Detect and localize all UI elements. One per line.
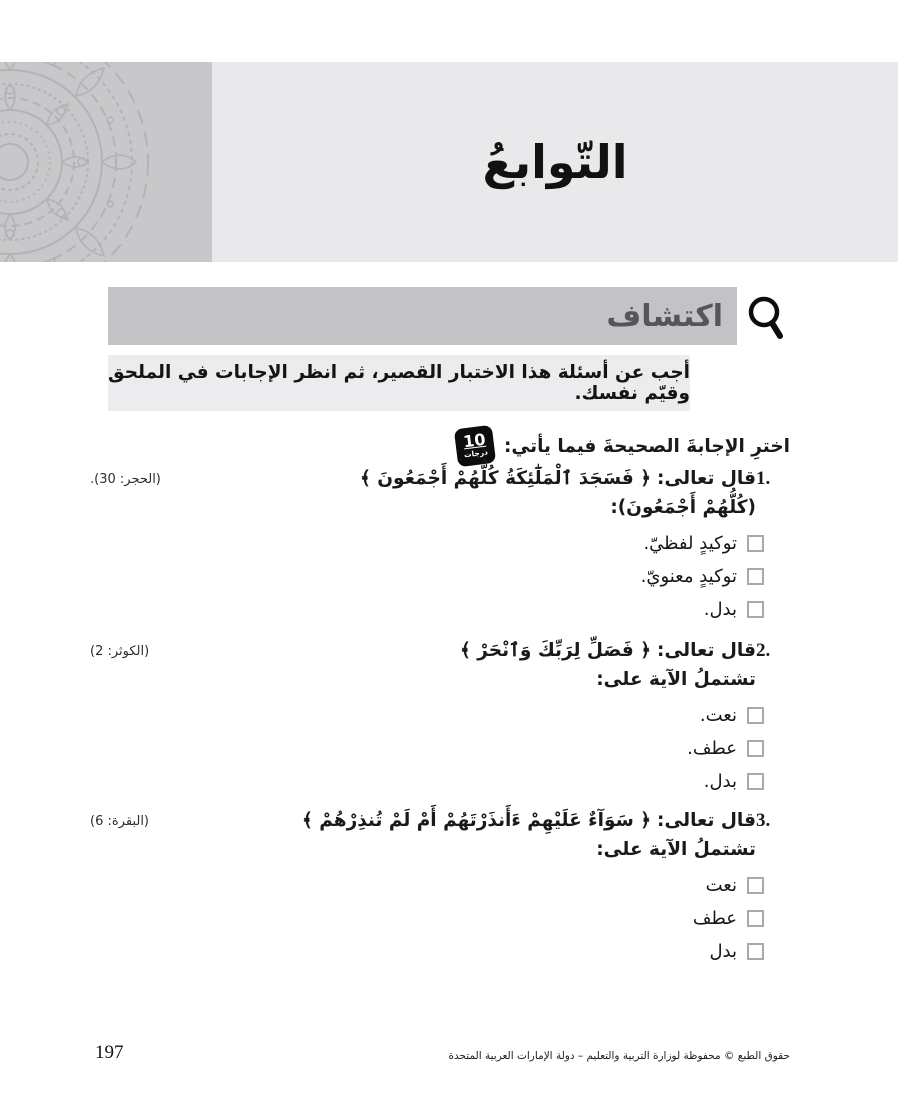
question-prompt: (كُلُّهُمْ أَجْمَعُونَ): [610,497,756,518]
page-number: 197 [95,1042,124,1063]
chapter-banner [0,62,898,262]
option-row [90,699,764,732]
option-label: نعت. [699,705,737,726]
option-label: عطف. [687,738,737,759]
quiz-direction: اخترِ الإجابةَ الصحيحةَ فيما يأتي: [504,435,790,457]
points-unit: درجات [463,447,489,460]
ornament-block [0,62,212,262]
option-row [90,869,764,902]
option-label: توكيدٍ لفظيّ. [643,533,737,554]
verse-reference: (الكوثر: 2) [90,643,150,659]
question-lead: قال تعالى: [657,468,756,489]
option-row [90,527,764,560]
question-header [90,640,790,662]
option-label: عطف [692,908,737,929]
question-number: 1. [756,468,771,489]
option-row [90,732,764,765]
option-row [90,902,764,935]
answer-checkbox[interactable] [747,568,764,585]
quran-verse: ﴿ سَوَآءٌ عَلَيْهِمْ ءَأَنذَرْتَهُمْ أَمْ لَمْ تُنذِرْهُمْ ﴾ [301,810,652,831]
points-badge [454,425,496,467]
option-row [90,935,764,968]
question-header [90,810,790,832]
quran-verse: ﴿ فَسَجَدَ ٱلْمَلَٰٓئِكَةُ كُلُّهُمْ أَجْمَعُونَ ﴾ [359,468,652,489]
option-label: توكيدٍ معنويّ. [640,566,737,587]
discovery-bar [108,287,737,345]
question-number: 2. [756,640,771,661]
answer-checkbox[interactable] [747,535,764,552]
option-label: نعت [705,875,737,896]
answer-checkbox[interactable] [747,601,764,618]
answer-checkbox[interactable] [747,707,764,724]
question-2 [90,640,790,798]
quiz-direction-row [90,427,790,465]
verse-reference: (الحجر: 30). [90,471,161,487]
option-label: بدل. [703,771,737,792]
option-row [90,560,764,593]
answer-checkbox[interactable] [747,877,764,894]
discovery-label: اكتشاف [606,298,723,334]
question-3 [90,810,790,968]
question-header [90,468,790,490]
page-title: التّوابعُ [482,135,628,189]
answer-checkbox[interactable] [747,740,764,757]
question-number: 3. [756,810,771,831]
answer-checkbox[interactable] [747,773,764,790]
points-value: 10 [462,429,487,452]
options-list [90,869,764,968]
search-icon [742,292,790,344]
question-lead: قال تعالى: [657,810,756,831]
page-footer [0,1042,898,1072]
question-1 [90,468,790,626]
quiz-note: أجب عن أسئلة هذا الاختبار القصير، ثم انظر الإجابات في الملحق وقيّم نفسك. [108,355,690,411]
option-row [90,765,764,798]
quran-verse: ﴿ فَصَلِّ لِرَبِّكَ وَٱنْحَرْ ﴾ [459,640,652,661]
options-list [90,527,764,626]
option-label: بدل. [703,599,737,620]
question-prompt: تشتملُ الآية على: [596,669,756,690]
question-lead: قال تعالى: [657,640,756,661]
option-label: بدل [709,941,737,962]
mandala-pattern-icon [0,62,212,262]
answer-checkbox[interactable] [747,910,764,927]
copyright-notice: حقوق الطبع © محفوظة لوزارة التربية والتعليم – دولة الإمارات العربية المتحدة [448,1050,790,1062]
question-prompt: تشتملُ الآية على: [596,839,756,860]
option-row [90,593,764,626]
discovery-section-header [108,287,790,345]
verse-reference: (البقرة: 6) [90,813,149,829]
answer-checkbox[interactable] [747,943,764,960]
options-list [90,699,764,798]
